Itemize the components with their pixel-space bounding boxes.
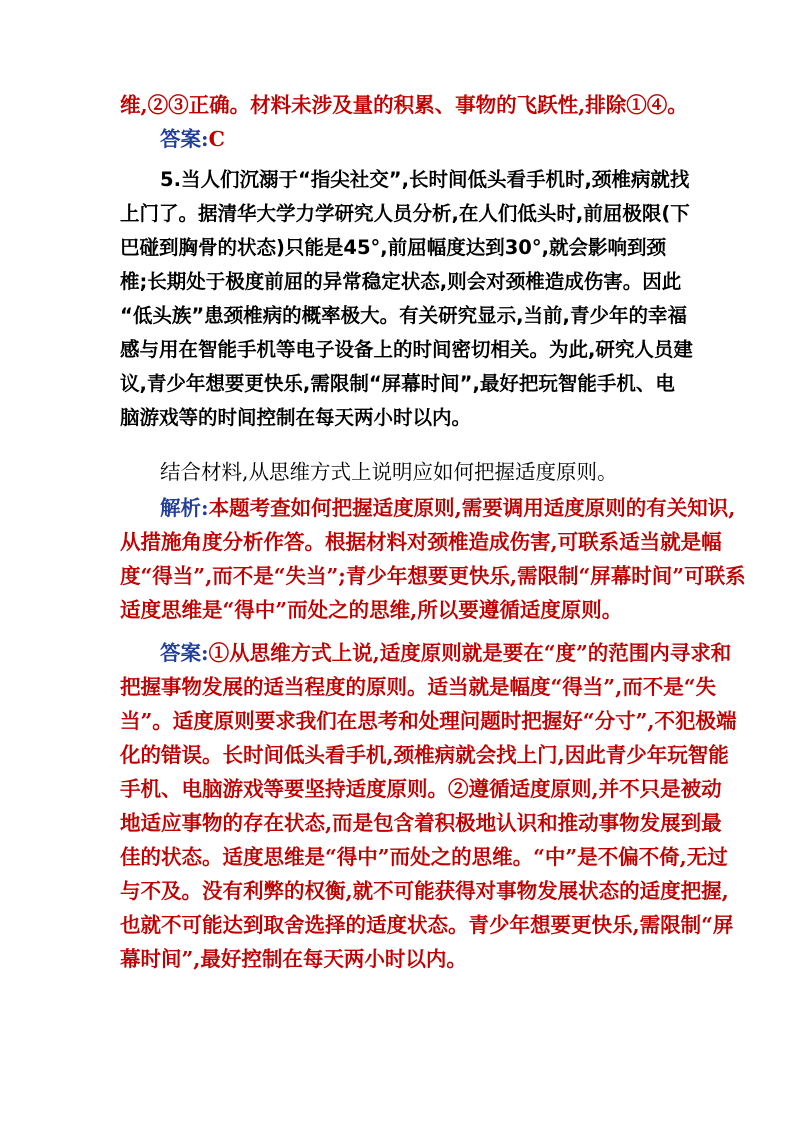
question-prompt-section xyxy=(120,455,712,489)
answer-text-line: 把握事物发展的适当程度的原则。适当就是幅度“得当”,而不是“失 xyxy=(120,675,717,699)
analysis-first-line xyxy=(120,491,736,525)
question-prompt: 结合材料,从思维方式上说明应如何把握适度原则。 xyxy=(160,460,618,484)
analysis-label: 解析: xyxy=(160,496,209,520)
answer-label: 答案: xyxy=(160,127,209,151)
answer-text-line: 当”。适度原则要求我们在思考和处理问题时把握好“分寸”,不犯极端 xyxy=(120,709,737,733)
analysis-text-line: 从措施角度分析作答。根据材料对颈椎造成伤害,可联系适当就是幅 xyxy=(120,530,722,554)
answer-label: 答案: xyxy=(160,641,209,665)
answer-text-line: 与不及。没有利弊的权衡,就不可能获得对事物发展状态的适度把握, xyxy=(120,879,729,903)
question-text-line: 椎;长期处于极度前屈的异常稳定状态,则会对颈椎造成伤害。因此 xyxy=(120,270,682,293)
previous-explanation-end: 维,②③正确。材料未涉及量的积累、事物的飞跃性,排除①④。 xyxy=(120,93,688,117)
answer-text: ①从思维方式上说,适度原则就是要在“度”的范围内寻求和 xyxy=(208,641,732,665)
answer-text-line: 幕时间”,最好控制在每天两小时以内。 xyxy=(120,947,467,971)
answer-text-line: 化的错误。长时间低头看手机,颈椎病就会找上门,因此青少年玩智能 xyxy=(120,743,729,767)
previous-answer-line xyxy=(120,122,712,156)
analysis-section xyxy=(120,491,746,627)
question-text-line: 议,青少年想要更快乐,需限制“屏幕时间”,最好把玩智能手机、电 xyxy=(120,372,675,395)
answer-choice: C xyxy=(208,127,225,151)
answer-text-line: 地适应事物的存在状态,而是包含着积极地认识和推动事物发展到最 xyxy=(120,811,722,835)
answer-text-line: 佳的状态。适度思维是“得中”而处之的思维。“中”是不偏不倚,无过 xyxy=(120,845,728,869)
question-text-line: 巴碰到胸骨的状态)只能是45°,前屈幅度达到30°,就会影响到颈 xyxy=(120,236,667,259)
question-text-line: 上门了。据清华大学力学研究人员分析,在人们低头时,前屈极限(下 xyxy=(120,202,690,225)
answer-first-line xyxy=(120,636,732,670)
question-text-line: 5.当人们沉溺于“指尖社交”,长时间低头看手机时,颈椎病就找 xyxy=(160,168,690,191)
question-text-line: “低头族”患颈椎病的概率极大。有关研究显示,当前,青少年的幸福 xyxy=(120,304,687,327)
answer-text-line: 手机、电脑游戏等要坚持适度原则。②遵循适度原则,并不只是被动 xyxy=(120,777,722,801)
question-5 xyxy=(120,163,712,435)
answer-section xyxy=(120,636,737,976)
question-text-line: 脑游戏等的时间控制在每天两小时以内。 xyxy=(120,406,472,429)
question-text-line: 感与用在智能手机等电子设备上的时间密切相关。为此,研究人员建 xyxy=(120,338,693,361)
analysis-text-line: 度“得当”,而不是“失当”;青少年想要更快乐,需限制“屏幕时间”可联系 xyxy=(120,564,746,588)
answer-text-line: 也就不可能达到取舍选择的适度状态。青少年想要更快乐,需限制“屏 xyxy=(120,913,734,937)
analysis-text: 本题考查如何把握适度原则,需要调用适度原则的有关知识, xyxy=(208,496,736,520)
previous-answer-section xyxy=(120,88,712,156)
analysis-text-line: 适度思维是“得中”而处之的思维,所以要遵循适度原则。 xyxy=(120,598,623,622)
